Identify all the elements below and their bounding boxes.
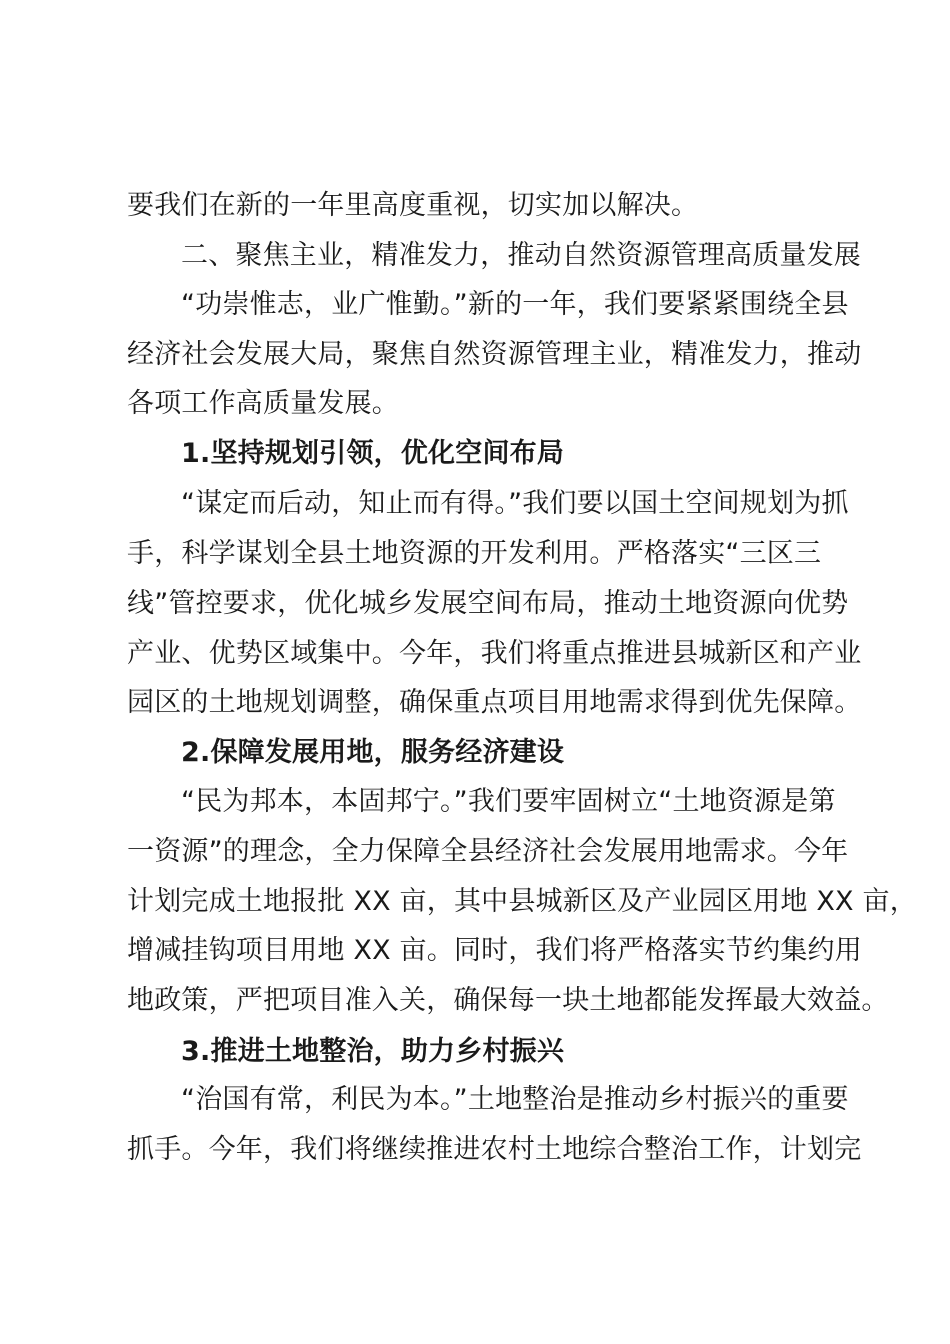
paragraph-line: 手，科学谋划全县土地资源的开发利用。严格落实“三区三: [127, 538, 822, 569]
paragraph-line: 各项工作高质量发展。: [127, 388, 399, 419]
paragraph-line: “功崇惟志，业广惟勤。”新的一年，我们要紧紧围绕全县: [181, 289, 849, 320]
paragraph-line: “治国有常，利民为本。”土地整治是推动乡村振兴的重要: [181, 1084, 849, 1115]
paragraph-line: 抓手。今年，我们将继续推进农村土地综合整治工作，计划完: [127, 1134, 862, 1165]
paragraph-line: 园区的土地规划调整，确保重点项目用地需求得到优先保障。: [127, 687, 862, 718]
section-heading-2: 二、聚焦主业，精准发力，推动自然资源管理高质量发展: [181, 240, 861, 271]
paragraph-line: 一资源”的理念，全力保障全县经济社会发展用地需求。今年: [127, 836, 849, 867]
paragraph-line: 线”管控要求，优化城乡发展空间布局，推动土地资源向优势: [127, 588, 849, 619]
subheading-3: 3.推进土地整治，助力乡村振兴: [181, 1036, 565, 1067]
paragraph-line: 经济社会发展大局，聚焦自然资源管理主业，精准发力，推动: [127, 339, 862, 370]
paragraph-line: “民为邦本，本固邦宁。”我们要牢固树立“土地资源是第: [181, 786, 836, 817]
subheading-2: 2.保障发展用地，服务经济建设: [181, 737, 565, 768]
paragraph-line: 增减挂钩项目用地 XX 亩。同时，我们将严格落实节约集约用: [127, 935, 862, 966]
paragraph-line: 产业、优势区域集中。今年，我们将重点推进县城新区和产业: [127, 638, 862, 669]
paragraph-line: 地政策，严把项目准入关，确保每一块土地都能发挥最大效益。: [127, 985, 889, 1016]
paragraph-line: 计划完成土地报批 XX 亩，其中县城新区及产业园区用地 XX 亩，: [127, 886, 917, 917]
subheading-1: 1.坚持规划引领，优化空间布局: [181, 438, 565, 469]
paragraph-continuation-line: 要我们在新的一年里高度重视，切实加以解决。: [127, 190, 699, 221]
paragraph-line: “谋定而后动，知止而有得。”我们要以国土空间规划为抓: [181, 488, 849, 519]
